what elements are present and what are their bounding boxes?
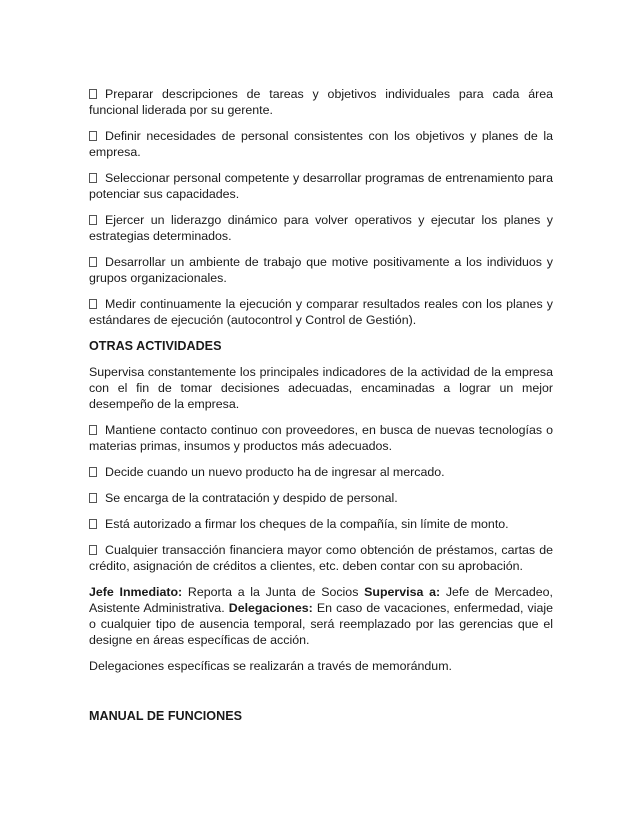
bullet-text: Desarrollar un ambiente de trabajo que motive positivamente a los individuos y grupos organizacionales. [89, 255, 553, 285]
bullet-text: Decide cuando un nuevo producto ha de ingresar al mercado. [105, 465, 445, 479]
bullet-text: Mantiene contacto continuo con proveedores, en busca de nuevas tecnologías o materias primas, insumos y productos más adecuados. [89, 423, 553, 453]
bullet-item [89, 254, 553, 286]
bullet-text: Definir necesidades de personal consistentes con los objetivos y planes de la empresa. [89, 129, 553, 159]
bullet-square-icon [89, 215, 97, 225]
bullet-item [89, 490, 553, 506]
bullet-item [89, 542, 553, 574]
document-page [89, 86, 553, 734]
bullet-text: Cualquier transacción financiera mayor como obtención de préstamos, cartas de crédito, asignación de créditos a clientes, etc. deben contar con su aprobación. [89, 543, 553, 573]
jefe-paragraph [89, 584, 553, 648]
bullet-item [89, 86, 553, 118]
bullet-square-icon [89, 89, 97, 99]
otras-intro-paragraph: Supervisa constantemente los principales indicadores de la actividad de la empresa con el fin de tomar decisiones adecuadas, encaminadas a lograr un mejor desempeño de la empresa. [89, 365, 553, 411]
bullet-square-icon [89, 299, 97, 309]
jefe-text-1: Reporta a la Junta de Socios [182, 585, 365, 599]
bullet-square-icon [89, 519, 97, 529]
bullet-text: Seleccionar personal competente y desarrollar programas de entrenamiento para potenciar sus capacidades. [89, 171, 553, 201]
bullet-square-icon [89, 173, 97, 183]
section-heading-otras-actividades: OTRAS ACTIVIDADES [89, 339, 222, 353]
bullet-item [89, 516, 553, 532]
bullet-square-icon [89, 131, 97, 141]
bullet-item [89, 422, 553, 454]
jefe-text-2: Jefe de Mercadeo, Asistente Administrativa. [89, 585, 553, 615]
bullet-item [89, 464, 553, 480]
bullet-square-icon [89, 257, 97, 267]
bullet-square-icon [89, 493, 97, 503]
bullet-text: Se encarga de la contratación y despido de personal. [105, 491, 398, 505]
delegaciones-paragraph: Delegaciones específicas se realizarán a través de memorándum. [89, 659, 452, 673]
bullet-square-icon [89, 467, 97, 477]
bullet-text: Preparar descripciones de tareas y objetivos individuales para cada área funcional liderada por su gerente. [89, 87, 553, 117]
bullet-item [89, 212, 553, 244]
bullet-item [89, 128, 553, 160]
bullet-item [89, 296, 553, 328]
jefe-text-3: En caso de vacaciones, enfermedad, viaje o cualquier tipo de ausencia temporal, será reemplazado por las gerencias que el designe en áreas específicas de acción. [89, 601, 553, 647]
bullet-text: Ejercer un liderazgo dinámico para volver operativos y ejecutar los planes y estrategias determinados. [89, 213, 553, 243]
delegaciones-label: Delegaciones: [228, 601, 313, 615]
bullet-square-icon [89, 545, 97, 555]
bullet-item [89, 170, 553, 202]
bullet-text: Está autorizado a firmar los cheques de la compañía, sin límite de monto. [105, 517, 509, 531]
bullet-text: Medir continuamente la ejecución y comparar resultados reales con los planes y estándares de ejecución (autocontrol y Control de Gestión). [89, 297, 553, 327]
bullet-square-icon [89, 425, 97, 435]
supervisa-label: Supervisa a: [364, 585, 441, 599]
jefe-inmediato-label: Jefe Inmediato: [89, 585, 183, 599]
section-heading-manual-de-funciones: MANUAL DE FUNCIONES [89, 709, 242, 723]
